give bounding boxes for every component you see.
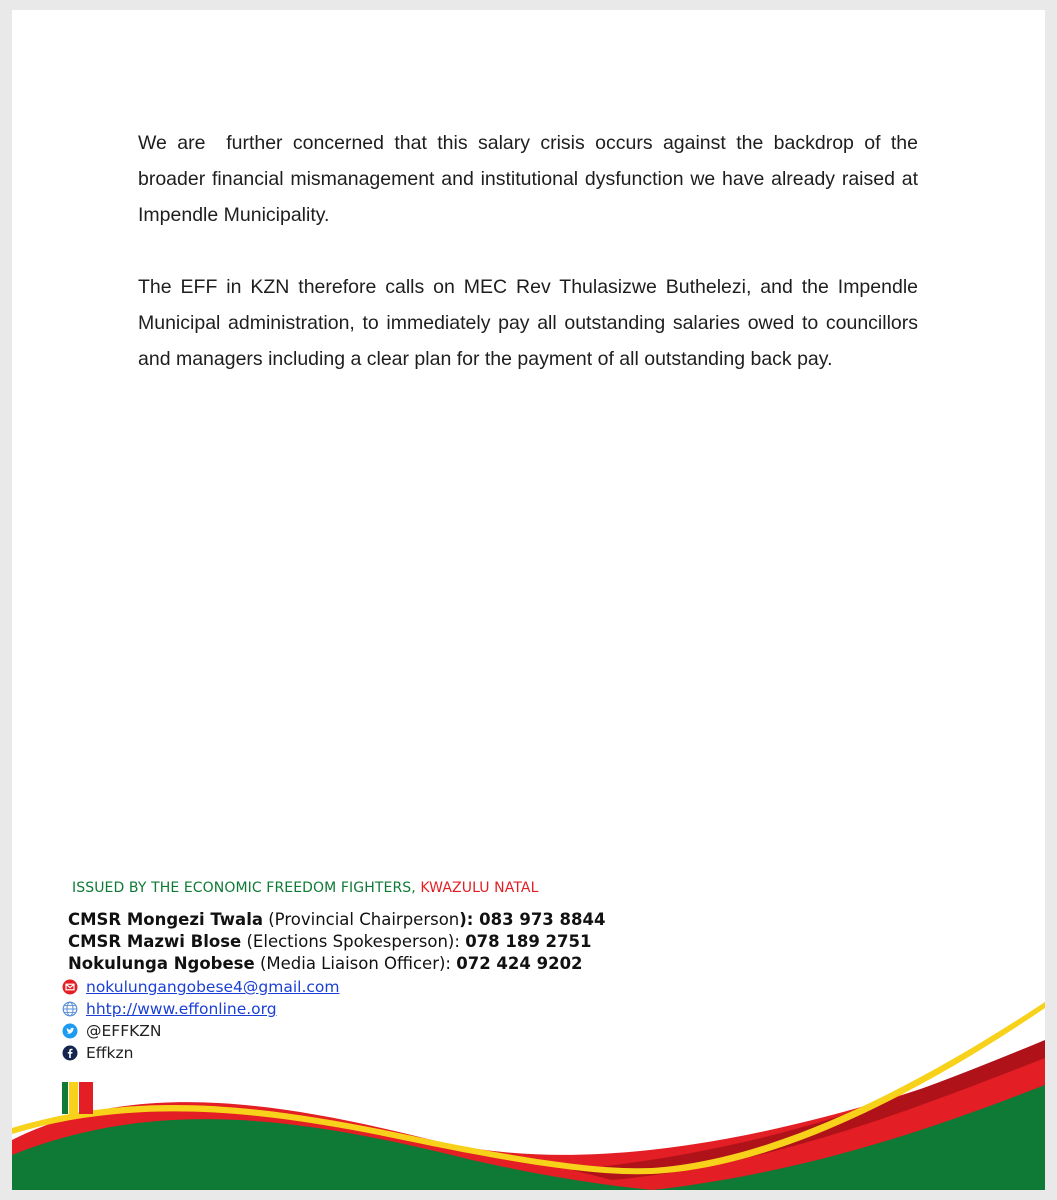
contact-row (68, 931, 605, 953)
issued-prefix: ISSUED BY THE ECONOMIC FREEDOM FIGHTERS, (72, 880, 416, 896)
issued-region: KWAZULU NATAL (420, 880, 539, 896)
contact-role: (Provincial Chairperson (268, 910, 460, 929)
email-row (62, 976, 340, 998)
contact-role: (Elections Spokesperson): (246, 932, 466, 951)
contact-name: Nokulunga Ngobese (68, 954, 255, 973)
footer-flag-wave (12, 1000, 1045, 1190)
paragraph-2: The EFF in KZN therefore calls on MEC Rev Thulasizwe Buthelezi, and the Impendle Municipal administration, to immediately pay all outstanding salaries owed to councillors and managers including a clear plan for the payment of all outstanding back pay. (138, 276, 924, 370)
facebook-handle[interactable]: Effkzn (86, 1044, 134, 1062)
flag-bar-red (79, 1082, 93, 1114)
contact-sep: ): (459, 910, 480, 929)
twitter-handle[interactable]: @EFFKZN (86, 1022, 162, 1040)
contact-name: CMSR Mazwi Blose (68, 932, 242, 951)
email-icon (62, 979, 78, 995)
flag-bar-yellow (69, 1082, 78, 1114)
paragraph-1: We are further concerned that this salary crisis occurs against the backdrop of the broader financial mismanagement and institutional dysfunction we have already raised at Impendle Municipality. (138, 132, 924, 226)
statement-body (138, 125, 924, 413)
contact-phone: 072 424 9202 (456, 954, 583, 973)
contact-phone: 083 973 8844 (479, 910, 606, 929)
website-link[interactable]: hhtp://www.effonline.org (86, 1000, 277, 1018)
contact-list (68, 909, 605, 975)
document-page (12, 10, 1045, 1190)
contact-row (68, 909, 605, 931)
contact-phone: 078 189 2751 (465, 932, 592, 951)
flag-bar-green (62, 1082, 68, 1114)
contact-name: CMSR Mongezi Twala (68, 910, 263, 929)
contact-row (68, 953, 605, 975)
contact-role: (Media Liaison Officer): (259, 954, 457, 973)
issued-by-line (72, 880, 538, 896)
email-link[interactable]: nokulungangobese4@gmail.com (86, 978, 340, 996)
